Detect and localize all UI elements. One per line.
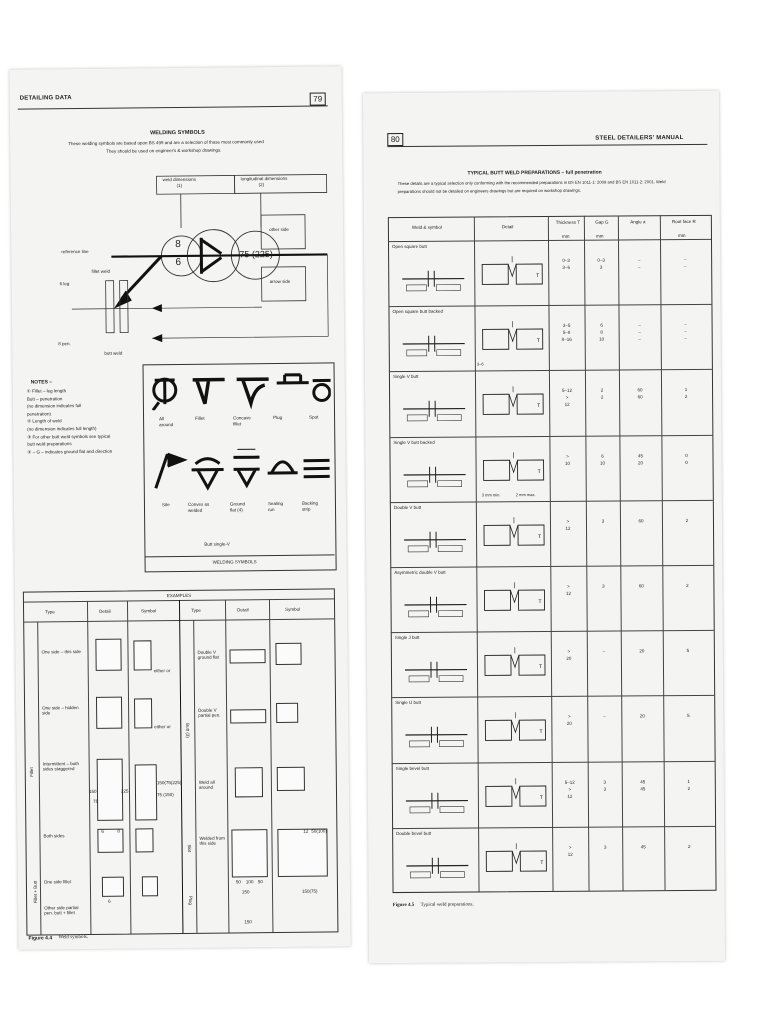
table-value-t: 12 [567, 851, 573, 857]
detail-note: 3–6 [476, 361, 484, 367]
table-value-r: 2 [687, 843, 691, 849]
butt-weld-label: butt weld [104, 350, 123, 356]
example-symbol-sketch [275, 643, 301, 665]
weld-detail-sketch [479, 319, 547, 359]
notes-list [27, 386, 140, 456]
example-symbol-sketch [142, 876, 158, 896]
right-page [363, 91, 725, 963]
svg-text:T: T [537, 403, 541, 410]
table-unit-root-face: mm [677, 233, 686, 239]
table-value-a: 60 [638, 583, 644, 589]
butt-single-v-label: Butt single-V [204, 541, 230, 547]
example-symbol-sketch [134, 698, 152, 728]
svg-text:T: T [539, 729, 543, 736]
symbols-caption: WELDING SYMBOLS [212, 559, 257, 565]
table-header-angle: Angle a [630, 219, 646, 225]
example-type: One side – hidden side [42, 705, 79, 716]
table-value-g: – [602, 648, 606, 654]
examples-header-detail: Detail [99, 608, 111, 614]
symbol-label-spot: Spot [309, 414, 319, 420]
example-symbol-sketch [135, 764, 158, 820]
table-value-g: 3 [603, 779, 607, 785]
left-page [9, 66, 350, 949]
weld-type-name: Double V butt [393, 504, 422, 510]
weld-type-name: Single U butt [395, 700, 422, 706]
table-value-r: 2 [687, 785, 691, 791]
example-symbol-sketch [277, 767, 305, 791]
fillet-weld-label: fillet weld [91, 268, 111, 274]
leg-label: 6 leg [59, 281, 70, 287]
table-value-a: – [638, 329, 641, 335]
reference-line-label: reference line [61, 248, 89, 255]
table-value-a: 20 [638, 459, 644, 465]
arrow-side-label: arrow side [269, 278, 291, 285]
example-dim: 50 [257, 879, 263, 885]
symbol-label-plug: Plug [273, 414, 283, 421]
group-slot: Slot [186, 844, 192, 853]
symbol-label-backing-strip: Backing strip [301, 500, 318, 512]
table-value-t: 12 [564, 402, 570, 408]
other-side-label: other side [269, 226, 289, 233]
header-rule [18, 105, 328, 109]
figure-caption: Typical weld preparations. [420, 902, 474, 908]
note-line: ② Length of weld [27, 418, 62, 424]
table-value-t: 5–12 [564, 779, 575, 785]
weld-type-name: Single J butt [394, 635, 420, 641]
note-line: penetration) [26, 411, 52, 417]
running-head: STEEL DETAILERS' MANUAL [595, 135, 684, 142]
table-header-detail: Detail [501, 224, 514, 230]
table-value-a: 45 [640, 844, 646, 850]
example-type: Other side partial pen. butt + fillet [44, 905, 79, 916]
table-value-r: 1 [687, 778, 691, 784]
table-value-r: 2 [686, 582, 689, 589]
weld-type-name: Single V butt backed [393, 439, 435, 445]
running-head: DETAILING DATA [19, 95, 72, 102]
example-detail-sketch [235, 767, 263, 797]
example-dim: 75 (150) [156, 792, 174, 798]
longitudinal-dimensions-label: longitudinal dimensions [240, 175, 288, 182]
either-or-note: either or [154, 724, 171, 730]
table-value-a: – [638, 322, 641, 328]
table-value-r: 2 [685, 517, 689, 523]
note-line: ④ – G – indicates ground flat and direction [27, 448, 113, 455]
table-value-r: 2 [684, 394, 688, 400]
example-dim: 12 [303, 828, 309, 834]
svg-text:T: T [536, 273, 540, 280]
note-line: Butt – penetration [26, 395, 63, 402]
weld-dimensions-ref: (1) [176, 182, 183, 189]
detail-note: 2 mm max. [515, 491, 536, 497]
weld-detail-sketch [479, 384, 547, 424]
note-line: butt weld preparations [27, 441, 72, 447]
weld-detail-sketch [481, 645, 549, 685]
weld-detail-sketch [482, 776, 550, 816]
weld-symbol-sketch [401, 654, 471, 684]
header-rule [387, 144, 707, 147]
weld-type-name: Open square butt [392, 243, 427, 250]
weld-detail-sketch [481, 710, 549, 750]
table-value-t: 20 [566, 721, 572, 727]
example-dim: 150(75(225) [156, 780, 182, 786]
table-value-g: 2 [600, 387, 604, 393]
welding-symbol-diagram [50, 166, 332, 359]
table-value-g: 0–3 [597, 257, 605, 263]
example-type: Intermittent – both sides staggered [42, 761, 79, 772]
table-value-g: 10 [600, 460, 606, 466]
table-value-r: 1 [684, 387, 688, 393]
symbol-label-all-around: All around [159, 416, 174, 428]
example-type: Double V ground flat [197, 649, 219, 660]
table-value-t: 12 [565, 590, 571, 596]
example-dim: 150 [241, 889, 250, 895]
example-type: One side – this side [41, 649, 82, 655]
symbol-label-fillet: Fillet [195, 415, 205, 421]
table-value-t: 10 [565, 460, 571, 466]
svg-text:T: T [537, 468, 541, 475]
example-symbol-sketch [133, 640, 151, 670]
table-value-g: 10 [599, 336, 605, 342]
note-line: (no dimension indicates full length) [27, 425, 97, 432]
symbol-label-site: Site [161, 502, 170, 508]
example-dim: 150 [88, 788, 97, 794]
table-value-t: > [566, 453, 569, 459]
table-value-t: > [567, 583, 570, 589]
table-value-t: 3–5 [562, 322, 571, 329]
intro-line-1: These welding symbols are based upon BS 499 and are a selection of those most commonly used [68, 139, 264, 147]
table-value-g: – [603, 713, 606, 719]
example-dim: 100 [245, 879, 254, 885]
notes-title: NOTES – [30, 379, 53, 386]
table-value-t: > [567, 649, 571, 655]
svg-text:T: T [538, 599, 542, 606]
weld-symbol-sketch [402, 849, 472, 879]
longitudinal-value: 75 (225) [239, 249, 273, 260]
example-type: Welded from this side [199, 835, 225, 846]
table-value-t: 0–3 [562, 257, 570, 263]
table-value-t: > [568, 844, 572, 850]
examples-header-type: Type [191, 607, 201, 613]
group-butt: Butt (3) [185, 723, 191, 738]
table-value-g: 6 [601, 453, 604, 459]
table-value-t: 3–6 [562, 264, 570, 270]
weld-symbol-sketch [398, 263, 468, 293]
table-value-g: 3 [603, 844, 607, 850]
table-unit-thickness: mm [561, 233, 570, 239]
table-value-a: 60 [638, 518, 644, 524]
table-value-t: 5–8 [562, 329, 571, 336]
intro-line-2: preparations should not be detailed on engineers drawings but are required on workshop drawings. [397, 187, 582, 195]
symbols-row-1 [147, 368, 331, 410]
examples-title: EXAMPLES [166, 592, 192, 599]
weld-type-name: Single bevel butt [395, 765, 429, 771]
example-type: Double V partial pen. [198, 707, 221, 718]
table-value-t: 12 [567, 793, 573, 799]
group-fillet-butt: Fillet + Butt [32, 880, 38, 904]
table-value-t: > [565, 395, 569, 401]
longitudinal-dimensions-ref: (2) [258, 182, 265, 188]
examples-header-symbol: Symbol [285, 606, 301, 612]
group-fillet: Fillet [28, 767, 35, 777]
weld-symbol-sketch [401, 719, 471, 749]
table-value-g: 3 [602, 583, 605, 589]
table-value-a: 45 [640, 778, 646, 784]
intro-line-2: They should be used on engineer's & workshop drawings. [106, 147, 222, 154]
table-value-g: 8 [600, 329, 603, 335]
example-dim: 50(100) [311, 828, 327, 834]
weld-symbol-sketch [399, 393, 469, 423]
weld-type-name: Open square butt backed [392, 308, 444, 315]
table-value-t: > [568, 786, 572, 792]
table-value-g: 3 [603, 786, 607, 792]
weld-detail-sketch [480, 580, 548, 620]
table-value-t: 5–12 [562, 388, 573, 394]
table-value-r: – [684, 322, 687, 328]
table-value-g: 2 [600, 394, 604, 400]
example-dim: 225 [120, 788, 129, 794]
svg-text:T: T [536, 338, 540, 345]
table-header-root-face: Root face R [671, 218, 696, 225]
page-number: 79 [310, 92, 326, 105]
table-value-t: > [566, 518, 570, 524]
table-value-a: 60 [637, 394, 643, 400]
symbol-label-convex: Convex as welded [187, 501, 210, 513]
table-value-r: – [684, 329, 687, 335]
note-line: (no dimension indicates full [26, 403, 82, 409]
weld-size-top: 8 [175, 238, 181, 251]
table-value-g: 3 [599, 264, 603, 270]
either-or-note: either or [153, 668, 171, 674]
weld-detail-sketch [479, 450, 547, 490]
group-plug: Plug [188, 895, 194, 905]
svg-text:T: T [538, 664, 543, 671]
table-value-g: 6 [600, 322, 603, 328]
table-unit-gap: mm [595, 233, 604, 239]
example-dim: 50 [235, 879, 241, 885]
example-detail-sketch [102, 877, 124, 897]
table-value-a: 45 [640, 785, 646, 791]
example-symbol-sketch [276, 703, 298, 723]
table-value-a: 20 [639, 713, 645, 719]
example-type: One side fillet [43, 879, 72, 885]
table-value-t: > [567, 714, 571, 720]
weld-detail-sketch [482, 841, 550, 881]
table-value-a: – [637, 257, 641, 263]
example-detail-sketch [229, 649, 265, 663]
weld-symbol-sketch [400, 523, 470, 553]
symbol-label-concave-fillet: Concave fillet [233, 415, 251, 427]
figure-caption: Weld symbols. [58, 934, 89, 941]
note-line: ③ For other butt weld symbols see typical [27, 433, 111, 440]
table-value-a: – [637, 264, 641, 270]
weld-detail-sketch [478, 254, 546, 294]
table-header-gap: Gap G [595, 219, 609, 225]
table-value-a: 60 [637, 387, 643, 393]
example-dim: 150(75) [301, 888, 318, 894]
example-dim: 6 [108, 898, 111, 904]
example-detail-sketch [96, 697, 122, 729]
weld-detail-sketch [480, 515, 548, 555]
table-value-a: – [638, 336, 641, 342]
table-value-r: 0 [685, 452, 688, 458]
example-dim: 6 [101, 828, 104, 834]
table-value-a: 20 [639, 648, 645, 654]
weld-type-name: Double bevel butt [396, 830, 432, 836]
table-value-t: 8–16 [561, 336, 572, 343]
example-dim: 75 [93, 798, 99, 804]
table-value-r: – [683, 256, 687, 263]
svg-text:T: T [540, 859, 544, 866]
example-detail-sketch [231, 829, 268, 877]
table-value-t: 20 [566, 655, 572, 662]
weld-symbol-sketch [400, 458, 470, 488]
example-dim: 8 [117, 828, 120, 834]
weld-type-name: Single V butt [392, 374, 419, 380]
example-dim: 150 [244, 919, 252, 925]
pen-label: 8 pen. [58, 341, 71, 347]
svg-text:T: T [538, 533, 542, 540]
svg-text:T: T [539, 794, 543, 801]
intro-line-1: These details are a typical selection only conforming with the recommended preparations in BS EN 1011-1: 2009 and BS EN 1011-2: 2001. Weld [397, 179, 666, 187]
table-value-g: 3 [601, 518, 605, 524]
table-value-r: 5 [687, 713, 690, 719]
table-header-thickness: Thickness T [555, 219, 580, 225]
weld-type-name: Asymmetric double V butt [394, 569, 446, 576]
example-symbol-sketch [135, 828, 153, 852]
symbol-label-ground-flat: Ground flat (4) [229, 501, 246, 513]
table-value-a: 45 [637, 452, 644, 458]
example-detail-sketch [230, 709, 266, 723]
symbols-row-2 [147, 442, 332, 494]
examples-header-type: Type [45, 609, 55, 615]
examples-header-detail: Detail [237, 607, 249, 613]
example-detail-sketch [95, 639, 121, 671]
example-type: Weld all around [198, 779, 215, 790]
weld-symbol-sketch [402, 784, 472, 814]
figure-label: Figure 4.5 [392, 902, 415, 909]
symbol-label-sealing-run: Sealing run [267, 500, 283, 513]
example-symbol-sketch [277, 828, 327, 877]
page-number: 80 [387, 133, 403, 146]
figure-label: Figure 4.4 [28, 935, 53, 942]
table-value-r: – [683, 263, 687, 270]
example-type: Both sides [43, 833, 65, 839]
table-header-weld: Weld & symbol [411, 224, 442, 230]
weld-size-bottom: 6 [175, 256, 182, 269]
table-value-r: – [684, 336, 687, 342]
weld-symbol-sketch [400, 589, 470, 619]
detail-note: 3 mm min. [481, 491, 501, 498]
table-value-r: 5 [686, 648, 690, 654]
table-value-t: 12 [565, 525, 571, 531]
weld-symbol-sketch [399, 328, 469, 358]
section-title: WELDING SYMBOLS [150, 129, 205, 137]
table-value-r: 0 [685, 459, 688, 465]
example-detail-sketch [97, 759, 124, 821]
section-title: TYPICAL BUTT WELD PREPARATIONS – full penetration [467, 169, 602, 177]
examples-header-symbol: Symbol [141, 608, 157, 614]
weld-dimensions-label: weld dimensions [162, 176, 196, 183]
note-line: ① Fillet – leg length [26, 388, 67, 394]
